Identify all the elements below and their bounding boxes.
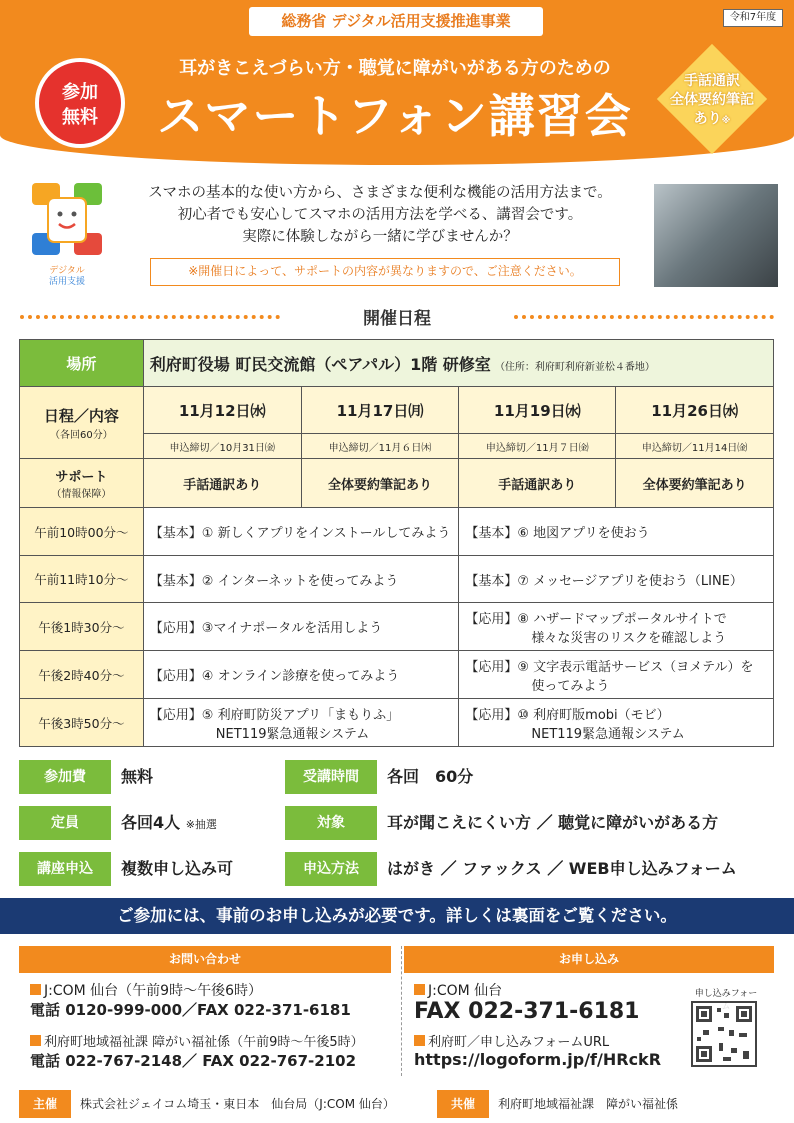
place-name: 利府町役場 町民交流館（ぺアパル）1階 研修室: [149, 354, 491, 374]
cohost-label: 共催: [437, 1090, 489, 1118]
date-2: 11月17日㈪: [301, 387, 459, 434]
schedule-heading: 開催日程: [363, 309, 431, 329]
lecture-photo: [654, 184, 778, 287]
place-address: （住所：利府町利府新並松４番地）: [494, 361, 655, 373]
square-bullet-icon: [30, 1035, 41, 1046]
fiscal-year: 令和7年度: [723, 9, 783, 27]
session-right: [459, 699, 774, 747]
schedule-table: [19, 339, 774, 747]
heading-dots-right: [514, 315, 774, 319]
target-label: 対象: [285, 806, 377, 840]
contact-title: お問い合わせ: [19, 946, 391, 973]
session-right-line2: 使ってみよう: [531, 678, 610, 694]
capacity-label: 定員: [19, 806, 111, 840]
support-label: サポート: [55, 470, 108, 485]
session-right-line1: 【応用】⑧ ハザードマップポータルサイトで: [465, 611, 727, 627]
session-time: 午前11時10分～: [20, 556, 144, 603]
cohost-name: 利府町地域福祉課 障がい福祉係: [498, 1097, 679, 1111]
date-row: [20, 387, 774, 434]
contact-org2-text: 利府町地域福祉課 障がい福祉係（午前9時～午後5時）: [44, 1035, 364, 1050]
apply-org-text: J:COM 仙台: [428, 983, 503, 999]
support-row: [20, 459, 774, 508]
session-left: 【基本】① 新しくアプリをインストールしてみよう: [143, 508, 459, 556]
support-label-cell: [20, 459, 144, 508]
deadline-4: 申込締切／11月14日㈮: [616, 434, 774, 459]
logo-line2: 活用支援: [48, 277, 86, 287]
table-row: [20, 556, 774, 603]
deadline-3: 申込締切／11月７日㈮: [459, 434, 616, 459]
square-bullet-icon: [414, 984, 425, 995]
program-name: 総務省 デジタル活用支援推進事業: [249, 7, 543, 36]
intro-text: [110, 182, 650, 248]
free-badge-line2: 無料: [62, 107, 98, 128]
session-right: 【基本】⑦ メッセージアプリを使おう（LINE）: [459, 556, 774, 603]
support-sub: （情報保障）: [51, 489, 112, 500]
support-3: 手話通訳あり: [459, 459, 616, 508]
session-time: 午後2時40分～: [20, 651, 144, 699]
session-left-line2: NET119緊急通報システム: [215, 726, 370, 742]
place-row: [20, 340, 774, 387]
capacity-note: ※抽選: [185, 818, 217, 831]
date-sub: （各回60分）: [50, 429, 113, 441]
session-right: [459, 603, 774, 651]
session-left: [143, 699, 459, 747]
table-row: [20, 651, 774, 699]
support-badge: [650, 72, 774, 131]
free-badge-line1: 参加: [62, 82, 98, 103]
lead-text: 耳がきこえづらい方・聴覚に障がいがある方のための: [179, 58, 611, 79]
intro-line3: 実際に体験しながら一緒に学びませんか？: [242, 229, 518, 245]
support-mark: ※: [721, 116, 731, 126]
contact-org1-text: J:COM 仙台（午前9時～午後6時）: [44, 983, 262, 999]
contact-tel2: 電話 022-767-2148／ FAX 022-767-2102: [30, 1052, 357, 1070]
contact-tel1: 電話 0120-999-000／FAX 022-371-6181: [30, 1001, 351, 1019]
target-value: 耳が聞こえにくい方 ／ 聴覚に障がいがある方: [387, 813, 719, 832]
place-cell: [143, 340, 773, 387]
method-value: はがき ／ ファックス ／ WEB申し込みフォーム: [387, 859, 737, 878]
duration-label: 受講時間: [285, 760, 377, 794]
session-right-line2: NET119緊急通報システム: [531, 726, 685, 742]
session-left: 【応用】④ オンライン診療を使ってみよう: [143, 651, 459, 699]
support-2: 全体要約筆記あり: [301, 459, 459, 508]
digital-support-logo: [22, 178, 112, 293]
session-right: [459, 651, 774, 699]
logo-line1: デジタル: [49, 266, 85, 276]
qr-label: 申し込みフォー: [694, 989, 758, 999]
date-label-cell: [20, 387, 144, 459]
session-time: 午後3時50分～: [20, 699, 144, 747]
date-1: 11月12日㈬: [143, 387, 301, 434]
intro-line1: スマホの基本的な使い方から、さまざまな便利な機能の活用方法まで。: [148, 185, 612, 201]
support-1: 手話通訳あり: [143, 459, 301, 508]
session-right: 【基本】⑥ 地図アプリを使おう: [459, 508, 774, 556]
host-label: 主催: [19, 1090, 71, 1118]
method-label: 申込方法: [285, 852, 377, 886]
apply-title: お申し込み: [404, 946, 774, 973]
free-badge: [35, 58, 125, 148]
session-left: 【基本】② インターネットを使ってみよう: [143, 556, 459, 603]
apply-label: 講座申込: [19, 852, 111, 886]
caution-note: ※開催日によって、サポートの内容が異なりますので、ご注意ください。: [150, 258, 620, 286]
session-right-line1: 【応用】⑩ 利府町版mobi（モビ）: [465, 707, 670, 723]
deadline-1: 申込締切／10月31日㈮: [143, 434, 301, 459]
hands-logo-icon: [22, 178, 112, 293]
duration-value: 各回 60分: [387, 767, 474, 786]
square-bullet-icon: [30, 984, 41, 995]
contact-org1: [30, 982, 400, 1001]
session-time: 午後1時30分～: [20, 603, 144, 651]
session-left-line1: 【応用】⑤ 利府町防災アプリ「まもりふ」: [149, 707, 400, 723]
session-time: 午前10時00分～: [20, 508, 144, 556]
place-label: 場所: [20, 340, 144, 387]
fee-label: 参加費: [19, 760, 111, 794]
intro-line2: 初心者でも安心してスマホの活用方法を学べる、講習会です。: [177, 207, 583, 223]
table-row: [20, 508, 774, 556]
session-right-line2: 様々な災害のリスクを確認しよう: [531, 630, 727, 646]
apply-fax: FAX 022-371-6181: [414, 999, 640, 1024]
qr-code-icon[interactable]: [691, 1001, 757, 1067]
deadline-2: 申込締切／11月６日㈭: [301, 434, 459, 459]
apply-url-label-text: 利府町／申し込みフォームURL: [428, 1035, 610, 1050]
apply-url[interactable]: https://logoform.jp/f/HRckR: [414, 1050, 662, 1069]
support-line1: 手話通訳: [684, 73, 740, 89]
table-row: [20, 699, 774, 747]
host-name: 株式会社ジェイコム埼玉・東日本 仙台局（J:COM 仙台）: [80, 1097, 395, 1111]
heading-dots-left: [20, 315, 280, 319]
contact-org2: [30, 1033, 400, 1052]
page-title: スマートフォン講習会: [157, 89, 633, 143]
divider: [401, 946, 402, 1076]
support-4: 全体要約筆記あり: [616, 459, 774, 508]
notice-banner: ご参加には、事前のお申し込みが必要です。詳しくは裏面をご覧ください。: [0, 898, 794, 934]
date-label: 日程／内容: [43, 406, 119, 425]
capacity-value: [121, 806, 217, 842]
table-row: [20, 603, 774, 651]
date-4: 11月26日㈬: [616, 387, 774, 434]
session-left: 【応用】③マイナポータルを活用しよう: [143, 603, 459, 651]
capacity-count: 各回4人: [121, 813, 181, 832]
session-right-line1: 【応用】⑨ 文字表示電話サービス（ヨメテル）を: [465, 659, 754, 675]
support-line3: あり: [693, 111, 722, 127]
apply-value: 複数申し込み可: [121, 859, 234, 878]
date-3: 11月19日㈬: [459, 387, 616, 434]
support-line2: 全体要約筆記: [670, 92, 754, 108]
fee-value: 無料: [121, 767, 154, 786]
square-bullet-icon: [414, 1035, 425, 1046]
